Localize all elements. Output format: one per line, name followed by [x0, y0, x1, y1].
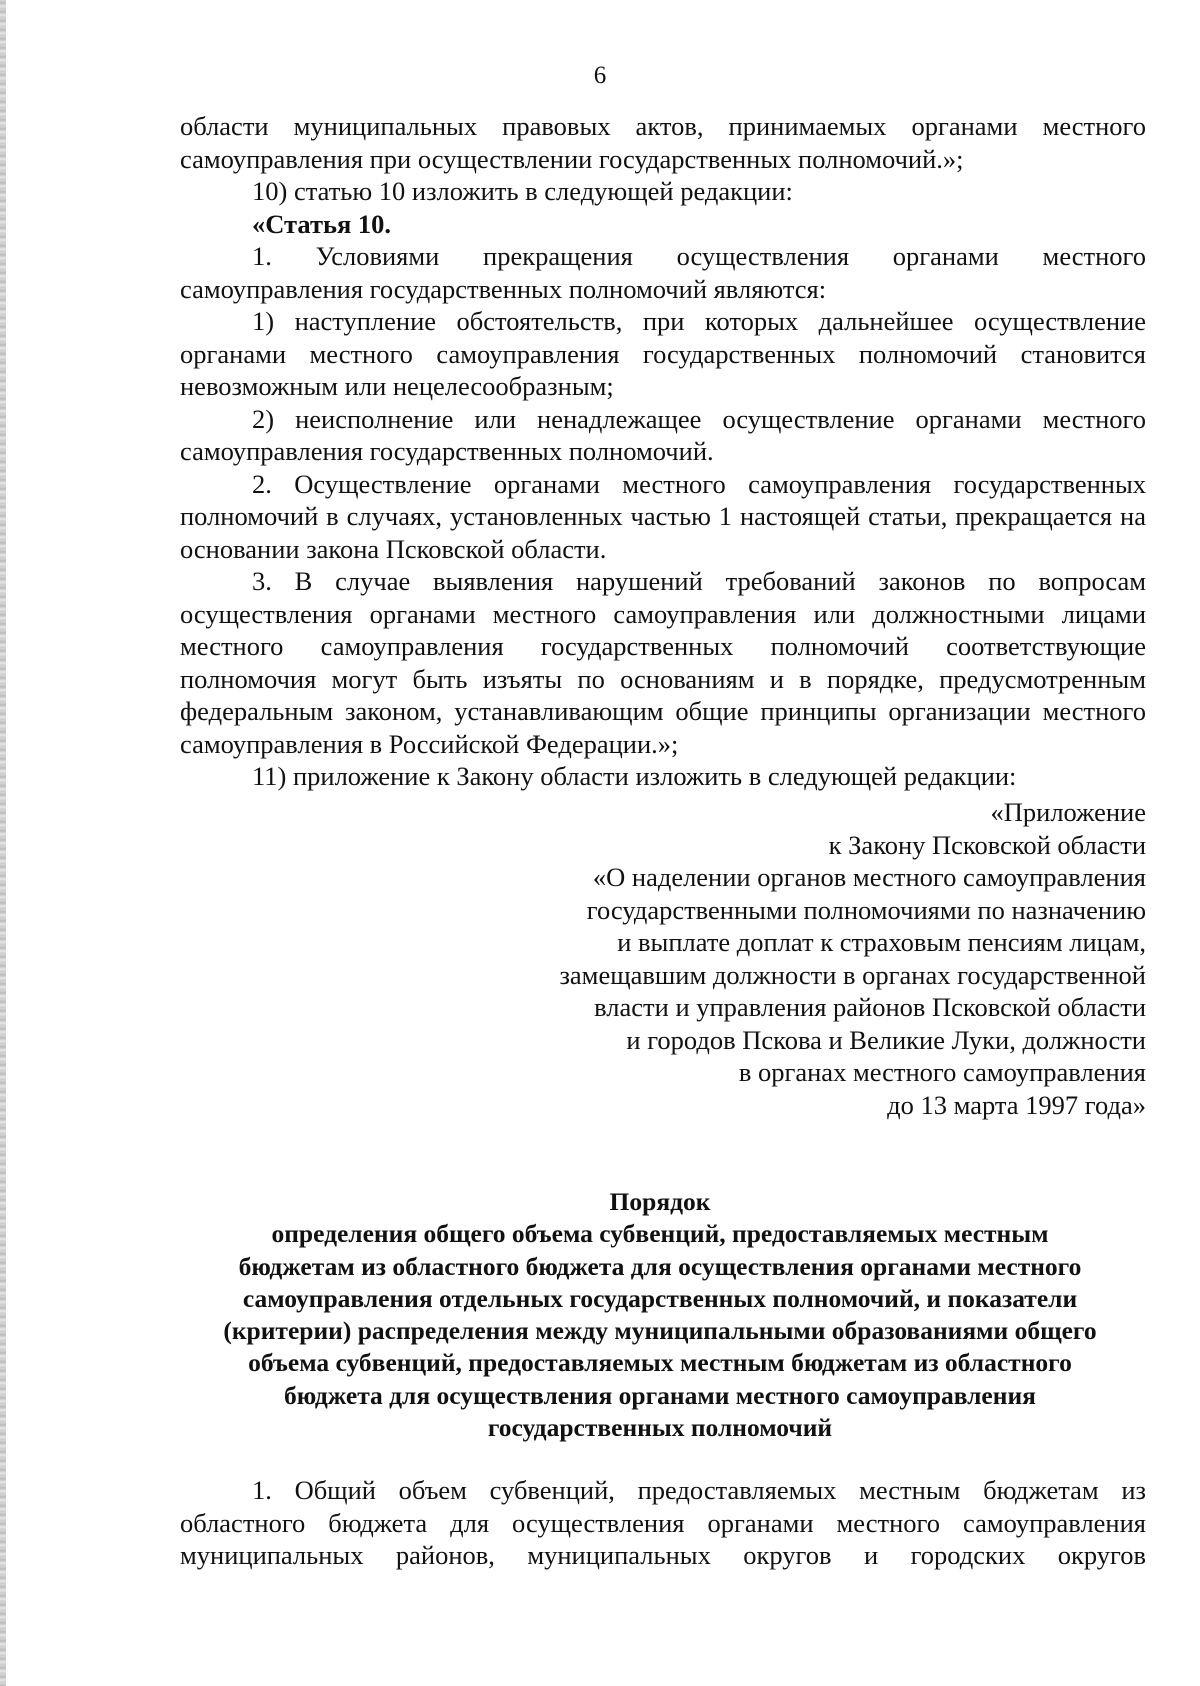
title-line: Порядок — [609, 1187, 711, 1216]
appendix-line: «Приложение — [990, 797, 1146, 827]
paragraph-subitem-2: 2) неисполнение или ненадлежащее осуществление органами местного самоуправления государственных полномочий. — [180, 403, 1146, 466]
paragraph-item-11: 11) приложение к Закону области изложить в следующей редакции: — [252, 761, 1017, 791]
appendix-line: и выплате доплат к страховым пенсиям лицам, — [617, 927, 1146, 957]
appendix-line: в органах местного самоуправления — [738, 1057, 1146, 1087]
appendix-line: власти и управления районов Псковской области — [594, 992, 1146, 1022]
paragraph-article-part-3: 3. В случае выявления нарушений требований законов по вопросам осуществления органами местного самоуправления или должностными лицами местного самоуправления государственных полномочий соответствующие полномочия могут быть изъяты по основаниям и в порядке, предусмотренным федеральным законом, устанавливающим общие принципы организации местного самоуправления в Российской Федерации.»; — [180, 566, 1146, 759]
scan-edge-artifact — [0, 0, 6, 1686]
paragraph-article-part-1: 1. Условиями прекращения осуществления органами местного самоуправления государственных полномочий являются: — [180, 241, 1146, 304]
title-line: бюджета для осуществления органами местного самоуправления — [284, 1380, 1036, 1410]
paragraph-item-10: 10) статью 10 изложить в следующей редакции: — [252, 176, 793, 206]
paragraph-procedure-1: 1. Общий объем субвенций, предоставляемых местным бюджетам из областного бюджета для осуществления органами местного самоуправления муниципальных районов, муниципальных округов и городских округов — [180, 1475, 1146, 1570]
appendix-line: замещавшим должности в органах государственной — [559, 959, 1146, 990]
title-line: определения общего объема субвенций, предоставляемых местным — [271, 1219, 1049, 1249]
paragraph-continuation: области муниципальных правовых актов, принимаемых органами местного самоуправления при осуществлении государственных полномочий.»; — [180, 111, 1146, 174]
closing-section — [180, 1474, 1146, 1572]
appendix-line: к Закону Псковской области — [828, 829, 1146, 860]
appendix-line: государственными полномочиями по назначению — [586, 894, 1146, 925]
page-number: 6 — [593, 62, 607, 89]
title-line: самоуправления отдельных государственных полномочий, и показатели — [242, 1283, 1078, 1313]
appendix-header — [446, 796, 1146, 1121]
title-line: объема субвенций, предоставляемых местным бюджетам из областного — [248, 1348, 1072, 1378]
section-title — [170, 1186, 1150, 1444]
document-body — [180, 110, 1146, 793]
title-line: бюджетам из областного бюджета для осуществления органами местного — [238, 1251, 1082, 1281]
title-line: (критерии) распределения между муниципальными образованиями общего — [223, 1316, 1097, 1346]
appendix-line: и городов Пскова и Великие Луки, должности — [626, 1024, 1146, 1055]
appendix-line: до 13 марта 1997 года» — [887, 1089, 1146, 1120]
paragraph-subitem-1: 1) наступление обстоятельств, при которых дальнейшее осуществление органами местного самоуправления государственных полномочий становится невозможным или нецелесообразным; — [180, 306, 1146, 401]
appendix-line: «О наделении органов местного самоуправления — [592, 862, 1146, 892]
title-line: государственных полномочий — [487, 1413, 833, 1443]
article-heading: «Статья 10. — [252, 208, 392, 239]
paragraph-article-part-2: 2. Осуществление органами местного самоуправления государственных полномочий в случаях, установленных частью 1 настоящей статьи, прекращается на основании закона Псковской области. — [180, 468, 1146, 564]
